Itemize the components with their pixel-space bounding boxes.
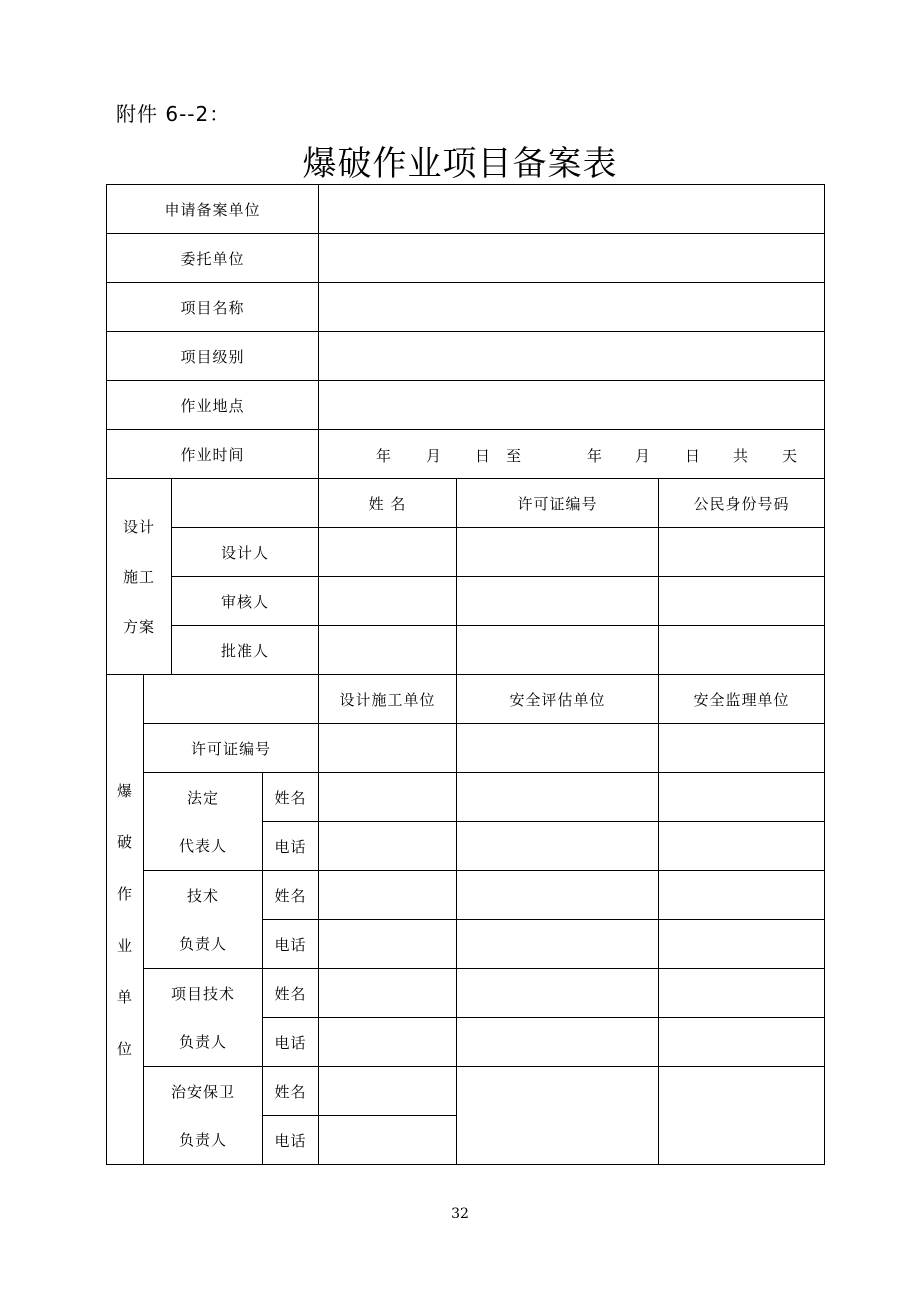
field-project-tech-lead-phone-assessment[interactable] [457,1018,659,1067]
field-security-lead-assessment[interactable] [457,1067,659,1165]
row-project-level [107,332,825,381]
row-legal-rep-phone [107,822,825,871]
field-designer-license[interactable] [457,528,659,577]
label-project-name: 项目名称 [107,283,319,332]
unit-col-safety-supervision: 安全监理单位 [659,675,825,724]
row-designer [107,528,825,577]
design-group-label [107,479,172,675]
label-designer: 设计人 [172,528,319,577]
field-approver-license[interactable] [457,626,659,675]
date-token-month-end: 月 [635,447,652,465]
filing-form-table [106,184,825,1165]
field-project-level[interactable] [319,332,825,381]
field-security-lead-phone-design[interactable] [319,1116,457,1165]
field-legal-rep-name-assessment[interactable] [457,773,659,822]
field-tech-lead-phone-assessment[interactable] [457,920,659,969]
field-tech-lead-name-design[interactable] [319,871,457,920]
field-legal-rep-name-supervision[interactable] [659,773,825,822]
row-applicant-unit [107,185,825,234]
field-reviewer-id[interactable] [659,577,825,626]
row-unit-header [107,675,825,724]
label-security-lead-line2: 负责人 [144,1116,263,1165]
form-title: 爆破作业项目备案表 [302,144,618,184]
row-unit-license [107,724,825,773]
field-project-name[interactable] [319,283,825,332]
field-license-assessment[interactable] [457,724,659,773]
unit-group-char-1: 爆 [116,781,133,800]
date-token-day-start: 日 [475,447,492,465]
unit-header-blank [144,675,319,724]
label-tech-lead-name: 姓名 [263,871,319,920]
field-legal-rep-phone-design[interactable] [319,822,457,871]
row-project-tech-lead-phone [107,1018,825,1067]
design-group-line-2: 施工 [122,568,155,586]
field-reviewer-name[interactable] [319,577,457,626]
label-project-tech-lead-name: 姓名 [263,969,319,1018]
label-project-level: 项目级别 [107,332,319,381]
field-work-time[interactable] [319,430,825,479]
date-token-days: 天 [782,447,799,465]
page-number: 32 [451,1206,469,1222]
field-designer-name[interactable] [319,528,457,577]
label-work-time: 作业时间 [107,430,319,479]
row-project-tech-lead-name [107,969,825,1018]
unit-group-label [107,675,144,1165]
date-token-to: 至 [506,447,523,465]
field-applicant-unit[interactable] [319,185,825,234]
row-security-lead-name [107,1067,825,1116]
label-reviewer: 审核人 [172,577,319,626]
date-token-year-end: 年 [587,447,604,465]
label-work-location: 作业地点 [107,381,319,430]
unit-group-char-5: 单 [116,988,133,1007]
field-tech-lead-name-supervision[interactable] [659,871,825,920]
field-entrusting-unit[interactable] [319,234,825,283]
field-tech-lead-name-assessment[interactable] [457,871,659,920]
attachment-label: 附件 6--2： [116,102,231,126]
field-license-design[interactable] [319,724,457,773]
design-group-line-1: 设计 [122,518,155,536]
label-project-tech-lead-line1: 项目技术 [144,969,263,1018]
unit-group-char-6: 位 [116,1040,133,1059]
field-project-tech-lead-phone-design[interactable] [319,1018,457,1067]
row-reviewer [107,577,825,626]
label-legal-rep-name: 姓名 [263,773,319,822]
row-tech-lead-name [107,871,825,920]
row-work-location [107,381,825,430]
label-applicant-unit: 申请备案单位 [107,185,319,234]
label-security-lead-name: 姓名 [263,1067,319,1116]
label-entrusting-unit: 委托单位 [107,234,319,283]
label-tech-lead-phone: 电话 [263,920,319,969]
label-legal-rep-phone: 电话 [263,822,319,871]
field-project-tech-lead-name-assessment[interactable] [457,969,659,1018]
unit-col-safety-assessment: 安全评估单位 [457,675,659,724]
label-legal-rep-line1: 法定 [144,773,263,822]
field-legal-rep-name-design[interactable] [319,773,457,822]
design-col-id-number: 公民身份号码 [659,479,825,528]
field-legal-rep-phone-supervision[interactable] [659,822,825,871]
label-security-lead-phone: 电话 [263,1116,319,1165]
date-token-month-start: 月 [426,447,443,465]
unit-group-char-4: 业 [116,936,133,955]
label-tech-lead-line1: 技术 [144,871,263,920]
unit-group-char-3: 作 [116,885,133,904]
field-designer-id[interactable] [659,528,825,577]
label-project-tech-lead-phone: 电话 [263,1018,319,1067]
field-project-tech-lead-phone-supervision[interactable] [659,1018,825,1067]
field-tech-lead-phone-supervision[interactable] [659,920,825,969]
date-token-day-end: 日 [685,447,702,465]
field-license-supervision[interactable] [659,724,825,773]
date-token-year-start: 年 [376,447,393,465]
label-legal-rep-line2: 代表人 [144,822,263,871]
label-security-lead-line1: 治安保卫 [144,1067,263,1116]
field-work-location[interactable] [319,381,825,430]
field-tech-lead-phone-design[interactable] [319,920,457,969]
field-security-lead-name-design[interactable] [319,1067,457,1116]
field-reviewer-license[interactable] [457,577,659,626]
design-col-license: 许可证编号 [457,479,659,528]
field-security-lead-supervision[interactable] [659,1067,825,1165]
row-design-header [107,479,825,528]
field-approver-name[interactable] [319,626,457,675]
field-legal-rep-phone-assessment[interactable] [457,822,659,871]
label-approver: 批准人 [172,626,319,675]
row-project-name [107,283,825,332]
row-legal-rep-name [107,773,825,822]
row-work-time [107,430,825,479]
field-project-tech-lead-name-supervision[interactable] [659,969,825,1018]
label-unit-license: 许可证编号 [144,724,319,773]
label-project-tech-lead-line2: 负责人 [144,1018,263,1067]
field-project-tech-lead-name-design[interactable] [319,969,457,1018]
design-header-blank [172,479,319,528]
row-approver [107,626,825,675]
row-tech-lead-phone [107,920,825,969]
field-approver-id[interactable] [659,626,825,675]
unit-col-design-construction: 设计施工单位 [319,675,457,724]
design-col-name: 姓 名 [319,479,457,528]
design-group-line-3: 方案 [122,618,155,636]
unit-group-char-2: 破 [116,833,133,852]
label-tech-lead-line2: 负责人 [144,920,263,969]
date-token-total: 共 [733,447,750,465]
row-entrusting-unit [107,234,825,283]
